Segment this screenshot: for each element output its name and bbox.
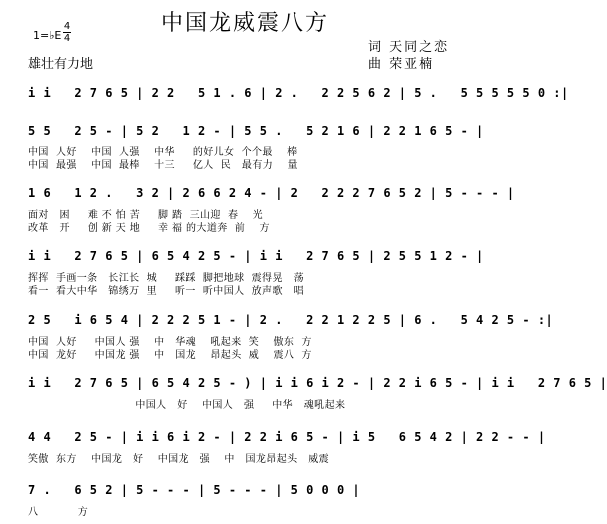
time-signature-top: 4 [63,21,71,32]
lyric-line: 中国 龙好 中国龙 强 中 国龙 昂起头 威 震八 方 [28,350,312,361]
composer-credit: 曲 荣亚楠 [368,57,435,72]
lyricist-credit: 词 天同之恋 [368,40,450,55]
time-signature [63,21,71,44]
lyric-line: 挥挥 手画一条 长江长 城 踩踩 脚把地球 震得晃 荡 [28,273,304,284]
key-signature [33,21,71,44]
notation-line: 4 4 2 5 - | i i 6 i 2 - | 2 2 i 6 5 - | i 5 6 5 4 2 | 2 2 - - | [28,430,546,444]
lyric-line: 中国 人好 中国人 强 中 华魂 吼起来 笑 傲东 方 [28,337,312,348]
lyric-line: 八 方 [28,507,89,518]
lyric-line: 面对 困 难 不 怕 苦 脚 踏 三山迎 春 光 [28,210,264,221]
notation-line: 7 . 6 5 2 | 5 - - - | 5 - - - | 5 0 0 0 | [28,483,361,497]
lyric-line: 改革 开 创 新 天 地 幸 福 的大道奔 前 方 [28,223,270,234]
key-label: 1=♭E [33,29,62,42]
notation-line: i i 2 7 6 5 | 6 5 4 2 5 - | i i 2 7 6 5 | 2 5 5 1 2 - | [28,249,484,263]
lyric-line: 看一 看大中华 锦绣万 里 听一 听中国人 放声歌 唱 [28,286,304,297]
lyric-line: 笑傲 东方 中国龙 好 中国龙 强 中 国龙昂起头 威震 [28,454,330,465]
notation-line: i i 2 7 6 5 | 2 2 5 1 . 6 | 2 . 2 2 5 6 2 | 5 . 5 5 5 5 5 0 :| [28,86,569,100]
notation-line: 1 6 1 2 . 3 2 | 2 6 6 2 4 - | 2 2 2 2 7 6 5 2 | 5 - - - | [28,186,515,200]
time-signature-bottom: 4 [63,33,71,44]
tempo-marking: 雄壮有力地 [28,57,94,72]
lyric-line: 中国人 好 中国人 强 中华 魂吼起来 [28,400,346,411]
notation-line: 2 5 i 6 5 4 | 2 2 2 5 1 - | 2 . 2 2 1 2 2 5 | 6 . 5 4 2 5 - :| [28,313,554,327]
lyric-line: 中国 最强 中国 最棒 十三 亿人 民 最有力 量 [28,160,298,171]
notation-line: i i 2 7 6 5 | 6 5 4 2 5 - ) | i i 6 i 2 - | 2 2 i 6 5 - | i i 2 7 6 5 | [28,376,607,390]
notation-line: 5 5 2 5 - | 5 2 1 2 - | 5 5 . 5 2 1 6 | 2 2 1 6 5 - | [28,124,484,138]
song-title: 中国龙威震八方 [160,11,329,36]
lyric-line: 中国 人好 中国 人强 中华 的好儿女 个个最 棒 [28,147,298,158]
